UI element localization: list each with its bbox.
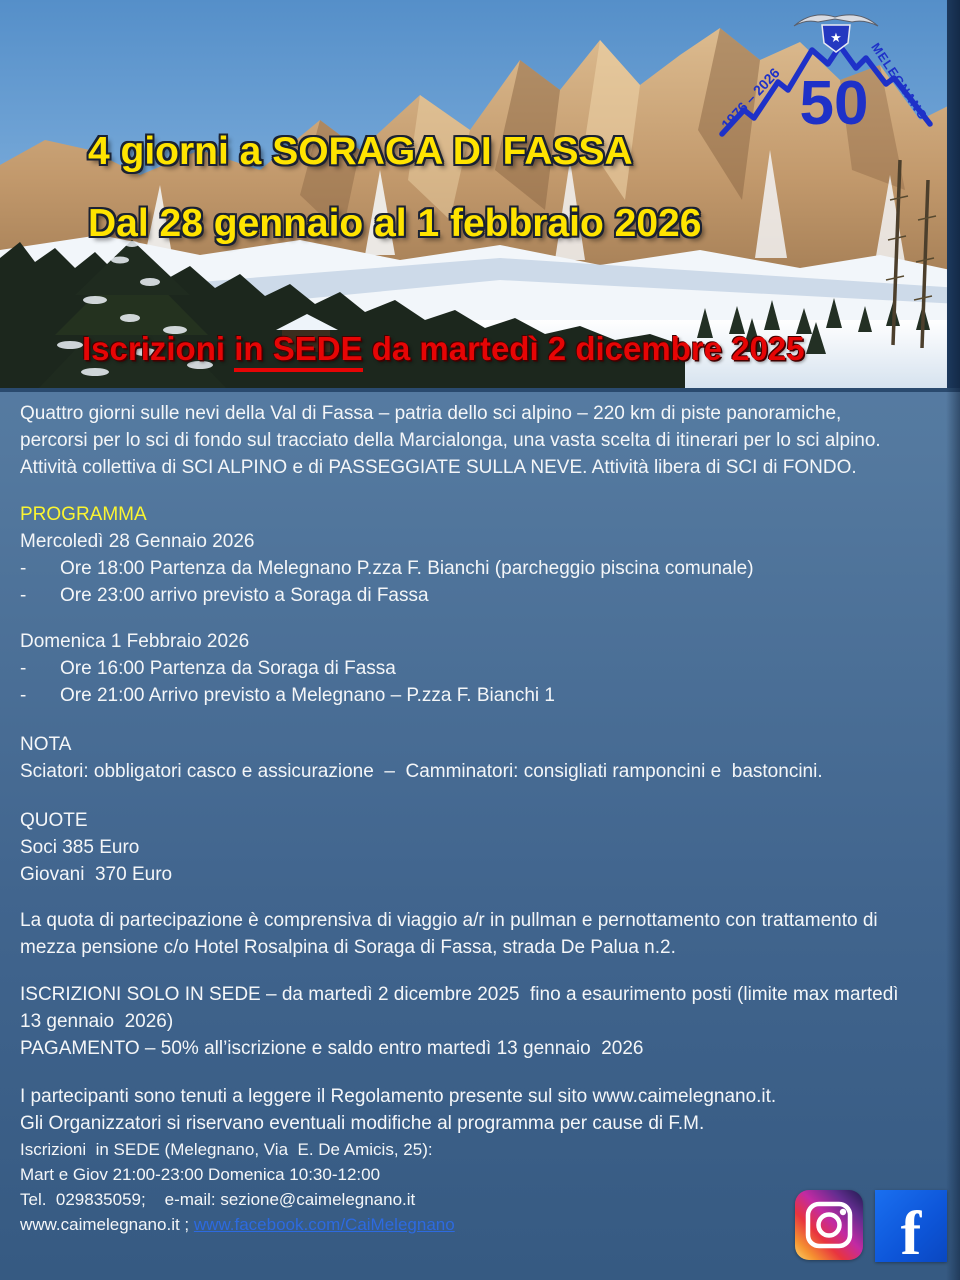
fee-line: mezza pensione c/o Hotel Rosalpina di Soraga di Fassa, strada De Palua n.2. (20, 937, 676, 958)
program-day2-item (20, 682, 940, 709)
facebook-f-glyph: f (900, 1200, 922, 1268)
program-day2-section (20, 628, 940, 709)
nota-heading: NOTA (20, 734, 72, 755)
program-item-text: Ore 21:00 Arrivo previsto a Melegnano – P.zza F. Bianchi 1 (60, 685, 555, 706)
rules-line: Gli Organizzatori si riservano eventuali modifiche al programma per cause di F.M. (20, 1113, 705, 1134)
program-day2-item (20, 655, 940, 682)
bullet-dash: - (20, 558, 27, 579)
program-day1-item (20, 582, 940, 609)
fee-line: La quota di partecipazione è comprensiva di viaggio a/r in pullman e pernottamento con trattamento di (20, 910, 878, 931)
subtitle-underlined: in SEDE (234, 330, 362, 372)
contacts-tel-email: Tel. 029835059; e-mail: sezione@caimelegnano.it (20, 1190, 416, 1209)
nota-text: Sciatori: obbligatori casco e assicurazione – Camminatori: consigliati ramponcini e bastoncini. (20, 761, 823, 782)
program-day1-item (20, 555, 940, 582)
intro-line: Attività collettiva di SCI ALPINO e di PASSEGGIATE SULLA NEVE. Attività libera di SCI di FONDO. (20, 457, 857, 478)
contacts-address: Iscrizioni in SEDE (Melegnano, Via E. De Amicis, 25): (20, 1140, 433, 1159)
bullet-dash: - (20, 685, 27, 706)
logo-years: 1976 – 2026 (717, 64, 783, 133)
program-section (20, 501, 940, 609)
contacts-hours: Mart e Giov 21:00-23:00 Domenica 10:30-12:00 (20, 1165, 381, 1184)
enrollment-line: 13 gennaio 2026) (20, 1011, 174, 1032)
fee-paragraph (20, 907, 940, 961)
program-item-text: Ore 23:00 arrivo previsto a Soraga di Fassa (60, 585, 429, 606)
payment-line: PAGAMENTO – 50% all’iscrizione e saldo entro martedì 13 gennaio 2026 (20, 1038, 644, 1059)
bullet-dash: - (20, 585, 27, 606)
program-day2-title: Domenica 1 Febbraio 2026 (20, 631, 250, 652)
photo-right-edge (947, 0, 960, 392)
intro-line: Quattro giorni sulle nevi della Val di Fassa – patria dello sci alpino – 220 km di piste panoramiche, (20, 403, 842, 424)
program-day1-title: Mercoledì 28 Gennaio 2026 (20, 531, 255, 552)
subtitle-suffix: da martedì 2 dicembre 2025 (362, 330, 805, 367)
eagle-emblem-icon (794, 15, 878, 52)
program-item-text: Ore 18:00 Partenza da Melegnano P.zza F. Bianchi (parcheggio piscina comunale) (60, 558, 754, 579)
enrollment-subtitle (82, 330, 805, 368)
mountain-photo (0, 0, 960, 392)
bullet-dash: - (20, 658, 27, 679)
date-title: Dal 28 gennaio al 1 febbraio 2026 (88, 202, 702, 245)
rules-line: I partecipanti sono tenuti a leggere il Regolamento presente sul sito www.caimelegnano.it. (20, 1086, 777, 1107)
enrollment-section (20, 981, 940, 1062)
logo-star: ★ (830, 30, 842, 45)
program-heading: PROGRAMMA (20, 504, 147, 525)
quote-section (20, 807, 940, 888)
intro-line: percorsi per lo sci di fondo sul tracciato della Marcialonga, una vasta scelta di itinerari per lo sci alpino. (20, 430, 881, 451)
rules-section (20, 1083, 940, 1137)
facebook-link[interactable]: www.facebook.com/CaiMelegnano (193, 1215, 455, 1234)
enrollment-line: ISCRIZIONI SOLO IN SEDE – da martedì 2 dicembre 2025 fino a esaurimento posti (limite max martedì (20, 984, 899, 1005)
subtitle-prefix: Iscrizioni (82, 330, 235, 367)
social-icons (795, 1190, 947, 1268)
logo-city: MELEGNANO (868, 40, 931, 124)
cai-melegnano-50-logo (716, 6, 938, 146)
nota-section (20, 731, 940, 785)
logo-50: 50 (799, 69, 869, 138)
main-title: 4 giorni a SORAGA DI FASSA (88, 130, 633, 173)
program-item-text: Ore 16:00 Partenza da Soraga di Fassa (60, 658, 396, 679)
quote-giovani: Giovani 370 Euro (20, 864, 173, 885)
facebook-icon[interactable] (875, 1190, 947, 1268)
intro-paragraph (20, 400, 940, 481)
quote-soci: Soci 385 Euro (20, 837, 140, 858)
website-text: www.caimelegnano.it ; (20, 1215, 194, 1234)
flyer-body (0, 392, 960, 1237)
instagram-icon[interactable] (795, 1190, 863, 1260)
quote-heading: QUOTE (20, 810, 88, 831)
